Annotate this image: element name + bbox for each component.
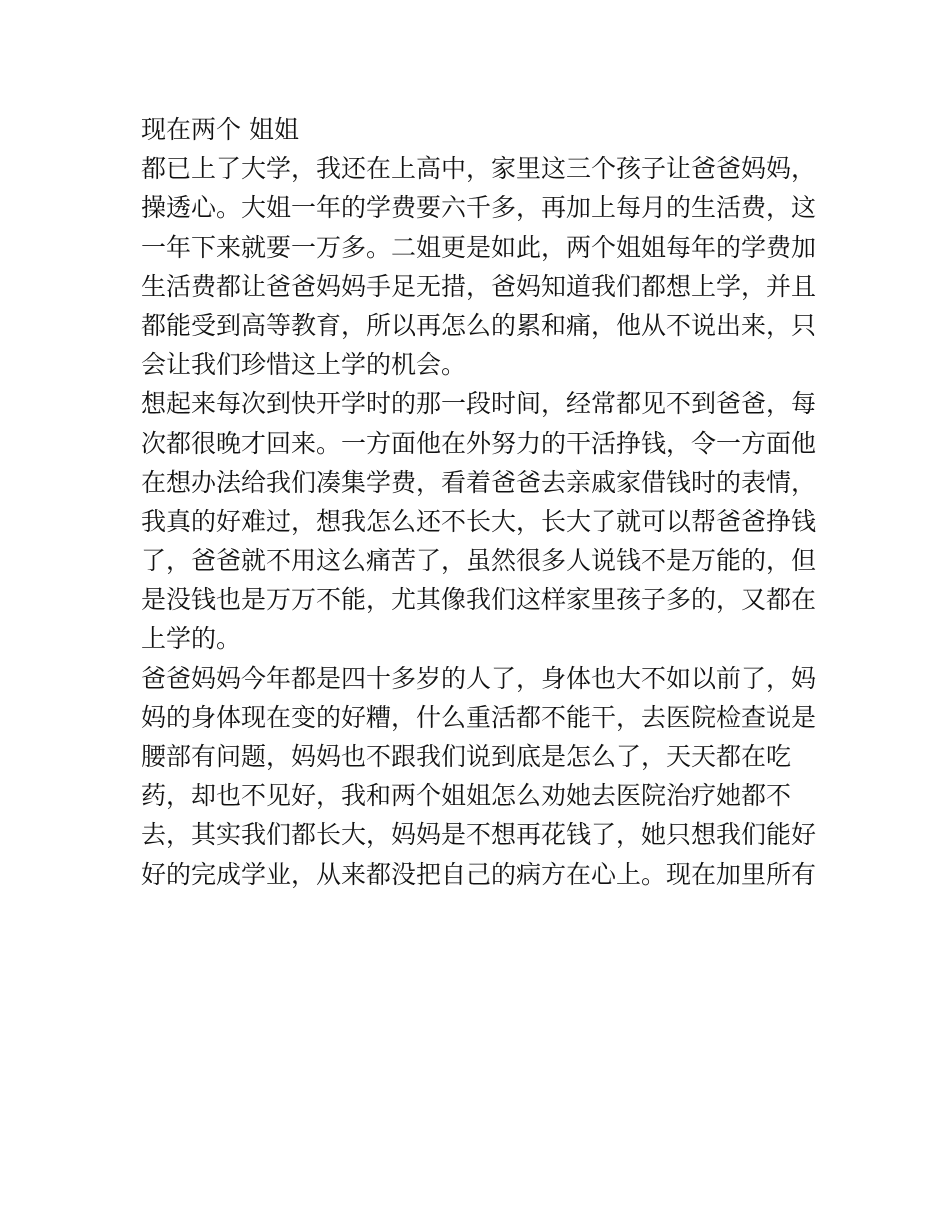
text-line: 了，爸爸就不用这么痛苦了，虽然很多人说钱不是万能的，但 <box>141 546 817 576</box>
text-line: 是没钱也是万万不能，尤其像我们这样家里孩子多的，又都在 <box>141 585 817 615</box>
text-line: 想起来每次到快开学时的那一段时间，经常都见不到爸爸，每 <box>141 389 817 419</box>
text-line: 都已上了大学，我还在上高中，家里这三个孩子让爸爸妈妈， <box>141 154 817 184</box>
text-line: 腰部有问题，妈妈也不跟我们说到底是怎么了，天天都在吃 <box>141 742 792 771</box>
text-line: 现在两个 姐姐 <box>141 115 299 144</box>
text-line: 好的完成学业，从来都没把自己的病方在心上。现在加里所有 <box>141 859 817 889</box>
text-line: 爸爸妈妈今年都是四十多岁的人了，身体也大不如以前了，妈 <box>141 663 817 693</box>
text-line: 生活费都让爸爸妈妈手足无措，爸妈知道我们都想上学，并且 <box>141 271 817 301</box>
text-line: 药，却也不见好，我和两个姐姐怎么劝她去医院治疗她都不 <box>141 781 792 811</box>
text-line: 都能受到高等教育，所以再怎么的累和痛，他从不说出来，只 <box>141 310 817 340</box>
text-line: 操透心。大姐一年的学费要六千多，再加上每月的生活费，这 <box>141 193 817 223</box>
text-line: 去，其实我们都长大，妈妈是不想再花钱了，她只想我们能好 <box>141 820 817 850</box>
text-line: 在想办法给我们凑集学费，看着爸爸去亲戚家借钱时的表情， <box>141 467 817 497</box>
text-line: 一年下来就要一万多。二姐更是如此，两个姐姐每年的学费加 <box>141 232 817 262</box>
text-line: 妈的身体现在变的好糟，什么重活都不能干，去医院检查说是 <box>141 702 817 732</box>
body-text <box>141 110 831 894</box>
text-line: 我真的好难过，想我怎么还不长大，长大了就可以帮爸爸挣钱 <box>141 506 817 536</box>
text-line: 次都很晚才回来。一方面他在外努力的干活挣钱，令一方面他 <box>141 428 817 458</box>
text-line: 上学的。 <box>141 624 242 654</box>
text-line: 会让我们珍惜这上学的机会。 <box>141 350 467 380</box>
